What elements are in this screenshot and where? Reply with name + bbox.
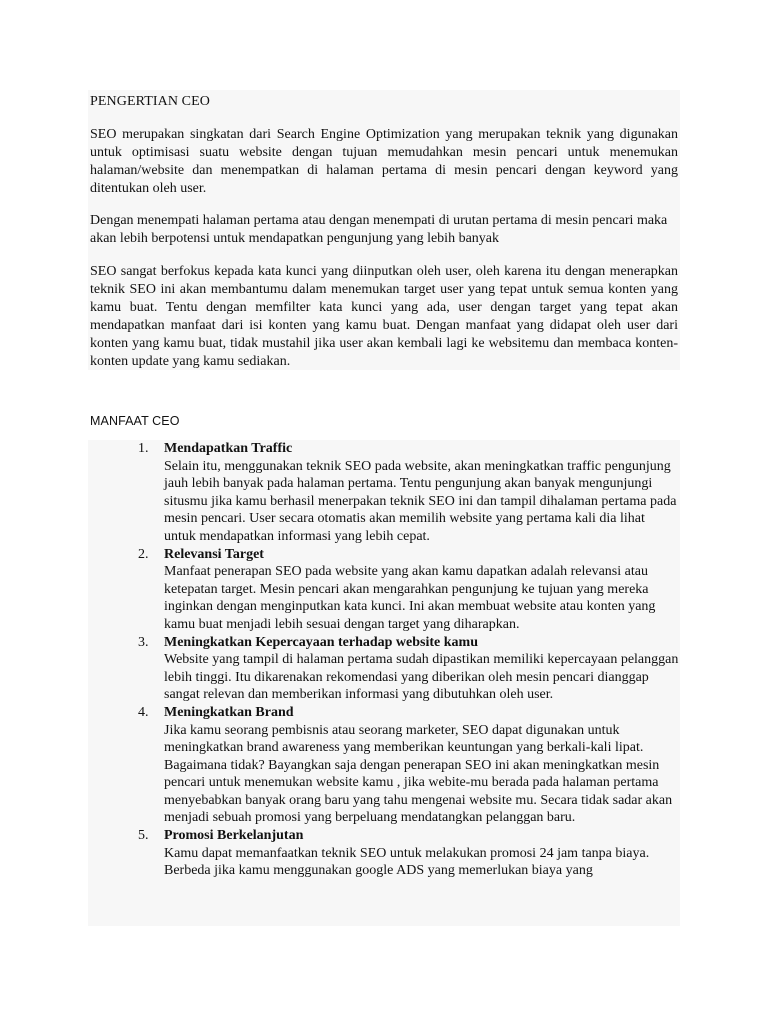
list-number: 2. [138,546,149,562]
list-item [120,827,680,880]
benefits-list [120,440,680,880]
list-item-heading: Meningkatkan Brand [164,704,294,720]
list-item-heading: Mendapatkan Traffic [164,441,293,456]
list-number: 5. [138,828,149,844]
list-item [120,546,680,634]
list-item [120,440,680,546]
list-number: 4. [138,704,149,720]
list-number: 1. [138,441,149,456]
list-item [120,634,680,704]
list-item [120,704,680,827]
list-item-body: Selain itu, menggunakan teknik SEO pada website, akan meningkatkan traffic pengunjung jauh lebih banyak pada halaman pertama. Tentu pengunjung akan banyak mengunjungi situsmu jika kamu berhasil menerpakan teknik SEO ini dan tampil dihalaman pertama pada mesin pencari. User secara otomatis akan memilih website yang pertama kali dia lihat untuk mendapatkan informasi yang lebih cepat. [164,458,677,544]
list-item-body: Manfaat penerapan SEO pada website yang akan kamu dapatkan adalah relevansi atau ketepatan target. Mesin pencari akan mengarahkan pengunjung ke tujuan yang mereka inginkan dengan menginputkan kata kunci. Ini akan membuat website atau konten yang kamu buat menjadi lebih sesuai dengan target yang diharapkan. [164,564,656,632]
section1-title: PENGERTIAN CEO [90,94,210,109]
list-item-body: Website yang tampil di halaman pertama sudah dipastikan memiliki kepercayaan pelanggan lebih tinggi. Itu dikarenakan rekomendasi yang diberikan oleh mesin pencari dianggap sangat relevan dan memberikan informasi yang dibutuhkan oleh user. [164,652,679,703]
section1-paragraph-1: SEO merupakan singkatan dari Search Engine Optimization yang merupakan teknik yang digunakan untuk optimisasi suatu website dengan tujuan memudahkan mesin pencari untuk menemukan halaman/website dan menempatkan di halaman pertama di mesin pencari dengan keyword yang ditentukan oleh user. [90,127,678,196]
list-item-heading: Promosi Berkelanjutan [164,828,304,844]
list-number: 3. [138,634,149,650]
list-item-heading: Meningkatkan Kepercayaan terhadap website kamu [164,634,478,650]
list-item-body: Jika kamu seorang pembisnis atau seorang marketer, SEO dapat digunakan untuk meningkatkan brand awareness yang memberikan keuntungan yang berkali-kali lipat. Bagaimana tidak? Bayangkan saja dengan penerapan SEO ini akan meningkatkan mesin pencari untuk menemukan website kamu , jika webite-mu berada pada halaman pertama menyebabkan banyak orang baru yang tahu mengenai website mu. Secara tidak sadar akan menjadi sebuah promosi yang berpeluang mendatangkan pelanggan baru. [164,722,673,826]
list-item-body: Kamu dapat memanfaatkan teknik SEO untuk melakukan promosi 24 jam tanpa biaya. Berbeda jika kamu menggunakan google ADS yang memerlukan biaya yang [164,845,650,879]
section1-paragraph-2: Dengan menempati halaman pertama atau dengan menempati di urutan pertama di mesin pencari maka akan lebih berpotensi untuk mendapatkan pengunjung yang lebih banyak [90,213,668,246]
section2-title: MANFAAT CEO [90,414,180,428]
section1-paragraph-3: SEO sangat berfokus kepada kata kunci yang diinputkan oleh user, oleh karena itu dengan menerapkan teknik SEO ini akan membantumu dalam menemukan target user yang tepat untuk semua konten yang kamu buat. Tentu dengan memfilter kata kunci yang ada, user dengan target yang tepat akan mendapatkan manfaat dari isi konten yang kamu buat. Dengan manfaat yang didapat oleh user dari konten yang kamu buat, tidak mustahil jika user akan kembali lagi ke websitemu dan membaca konten-konten update yang kamu sediakan. [90,264,678,369]
list-item-heading: Relevansi Target [164,546,264,562]
